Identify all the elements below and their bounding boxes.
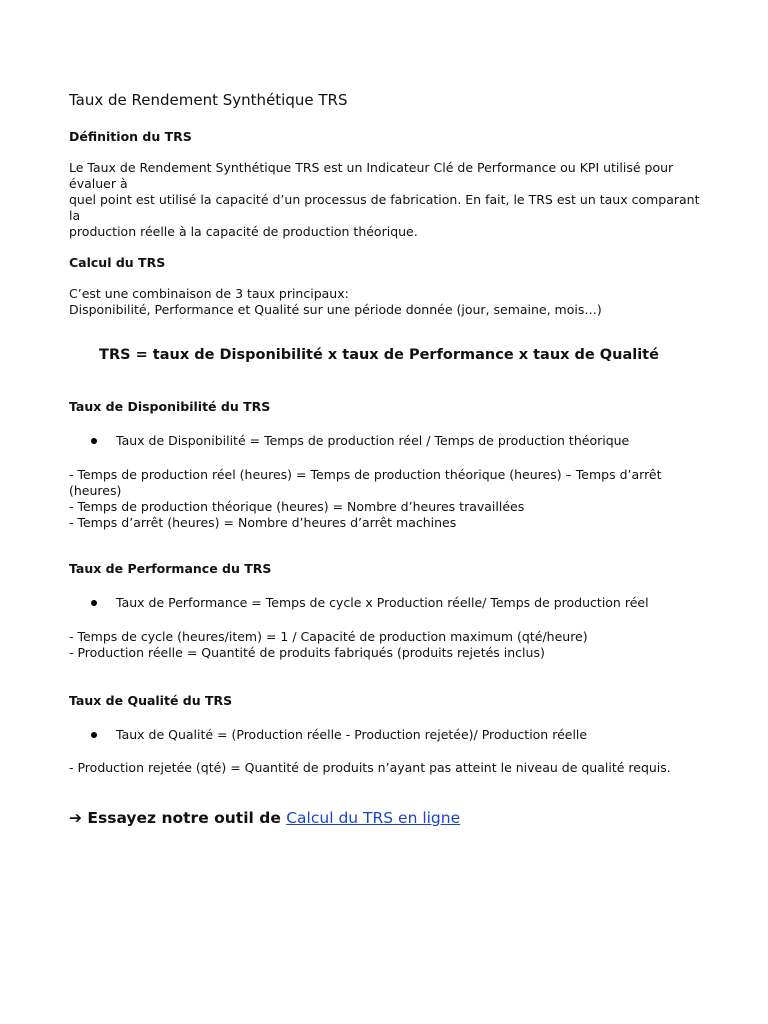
list-item [69,433,709,449]
bullet-icon [91,438,97,444]
performance-heading: Taux de Performance du TRS [69,561,272,576]
cta-line [69,808,709,828]
disponibilite-bullet-list [69,433,709,449]
qualite-formula: Taux de Qualité = (Production réelle - Production rejetée)/ Production réelle [116,727,588,742]
disponibilite-formula: Taux de Disponibilité = Temps de production réel / Temps de production théorique [116,433,630,448]
cta-text: Essayez notre outil de [87,809,287,827]
definition-heading: Définition du TRS [69,129,192,144]
performance-formula: Taux de Performance = Temps de cycle x Production réelle/ Temps de production réel [116,595,649,610]
detail-line: - Production réelle = Quantité de produits fabriqués (produits rejetés inclus) [69,645,545,660]
document-page [69,90,709,828]
qualite-bullet-list [69,727,709,743]
calcul-line: Disponibilité, Performance et Qualité sur une période donnée (jour, semaine, mois…) [69,302,602,317]
disponibilite-heading: Taux de Disponibilité du TRS [69,399,271,414]
definition-line: quel point est utilisé la capacité d’un processus de fabrication. En fait, le TRS est un taux comparant la [69,192,700,223]
list-item [69,595,709,611]
trs-calculator-link[interactable]: Calcul du TRS en ligne [286,809,461,827]
detail-line: - Temps de cycle (heures/item) = 1 / Capacité de production maximum (qté/heure) [69,629,588,644]
qualite-details [69,760,709,776]
document-title: Taux de Rendement Synthétique TRS [69,91,348,109]
qualite-heading: Taux de Qualité du TRS [69,693,233,708]
calcul-line: C’est une combinaison de 3 taux principaux: [69,286,349,301]
calcul-heading: Calcul du TRS [69,255,166,270]
list-item [69,727,709,743]
calcul-paragraph [69,286,709,318]
performance-details [69,629,709,661]
definition-paragraph [69,160,709,240]
bullet-icon [91,600,97,606]
detail-line: - Temps de production réel (heures) = Temps de production théorique (heures) – Temps d’arrêt (heures) [69,467,662,498]
performance-bullet-list [69,595,709,611]
detail-line: - Production rejetée (qté) = Quantité de produits n’ayant pas atteint le niveau de qualité requis. [69,760,671,775]
disponibilite-details [69,467,709,531]
arrow-right-icon: ➔ [69,809,82,827]
trs-formula: TRS = taux de Disponibilité x taux de Performance x taux de Qualité [99,347,659,363]
bullet-icon [91,732,97,738]
definition-line: production réelle à la capacité de production théorique. [69,224,418,239]
definition-line: Le Taux de Rendement Synthétique TRS est un Indicateur Clé de Performance ou KPI utilisé pour évaluer à [69,160,674,191]
detail-line: - Temps d’arrêt (heures) = Nombre d’heures d’arrêt machines [69,515,457,530]
detail-line: - Temps de production théorique (heures) = Nombre d’heures travaillées [69,499,525,514]
